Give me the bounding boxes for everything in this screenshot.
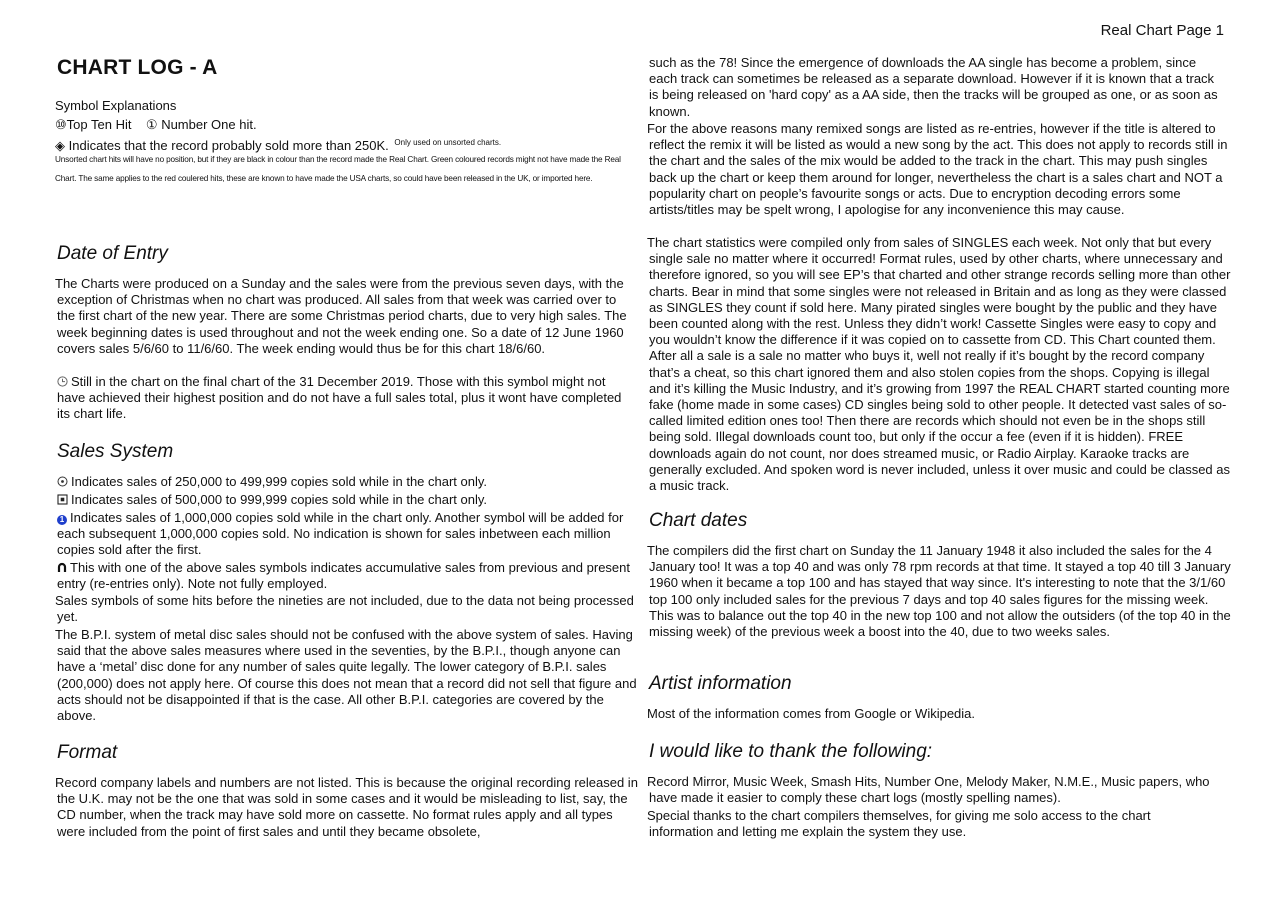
format-paragraph-3: For the above reasons many remixed songs are listed as re-entries, however if the title is altered to reflect the remix it will be listed as would a new song by the act. This does not apply to records still in the chart and the sales of the mix would be added to the track in the chart. This may push singles back up the chart or keep them around for longer, nevertheless the chart is a sales chart and NOT a popularity chart on people’s favourite songs or acts. Due to encryption decoding errors some artists/titles may be spelt wrong, I apologise for any inconvenience this may cause. bbox=[647, 121, 1228, 218]
date-of-entry-title: Date of Entry bbox=[57, 243, 168, 264]
document-title: CHART LOG - A bbox=[57, 56, 218, 79]
symbol-explanations-heading: Symbol Explanations bbox=[55, 98, 177, 113]
chart-dates-title: Chart dates bbox=[649, 510, 748, 531]
date-of-entry-paragraph: The Charts were produced on a Sunday and the sales were from the previous seven days, with the exception of Christmas when no chart was produced. All sales from that week was carried over to the first chart of the new year. There are some Christmas period charts, due to very high sales. The week beginning dates is used throughout and not the week ending one. So a date of 12 June 1960 covers sales 5/6/60 to 11/6/60. The week ending would thus be for this chart 18/6/60. bbox=[55, 276, 627, 356]
page-header: Real Chart Page 1 bbox=[1100, 22, 1224, 39]
nineties-paragraph: Sales symbols of some hits before the nineties are not included, due to the data not being processed yet. bbox=[55, 593, 634, 625]
sales-million-paragraph bbox=[57, 510, 635, 559]
still-in-chart-text: Still in the chart on the final chart of the 31 December 2019. Those with this symbol might not have achieved their highest position and do not have a full sales total, plus it wont have completed its chart life. bbox=[57, 374, 622, 422]
chart-dates-paragraph: The compilers did the first chart on Sunday the 11 January 1948 it also included the sales for the 4 January too! It was a top 40 and was only 78 rpm records at that time. It stayed a top 40 till 3 January 1960 when it became a top 100 and has stayed that way since. It's interesting to note that the 3/1/60 top 100 only included sales for the previous 7 days and top 40 sales figures for the missing week. This was to balance out the top 40 in the new top 100 and not allow the outsiders (of the top 40 in the missing week) of the previous week a boost into the 40, due to two weeks sales. bbox=[647, 543, 1231, 640]
accumulative-text: This with one of the above sales symbols indicates accumulative sales from previous and present entry (re-entries only). Note not fully employed. bbox=[57, 560, 631, 592]
thanks-paragraph-2: Special thanks to the chart compilers themselves, for giving me solo access to the chart information and letting me explain the system they use. bbox=[647, 808, 1151, 840]
sales-500k-text: Indicates sales of 500,000 to 999,999 copies sold while in the chart only. bbox=[71, 492, 488, 507]
unsorted-only-note: Only used on unsorted charts. bbox=[394, 138, 502, 147]
thanks-title: I would like to thank the following: bbox=[649, 741, 933, 762]
format-paragraph-1: Record company labels and numbers are not listed. This is because the original recording released in the U.K. may not be the one that was sold in some cases and it would be misleading to list, say, the CD number, when the track may have sold more on cassette. No format rules apply and all types were included from the point of first sales and until they became obsolete, bbox=[55, 775, 638, 839]
re-entry-icon bbox=[57, 562, 67, 573]
format-paragraph-4: The chart statistics were compiled only from sales of SINGLES each week. Not only that but every single sale no matter where it occurred! Format rules, used by other charts, where unnecessary and therefore ignored, so you will see EP’s that charted and other strange records selling more than other charts. Bear in mind that some singles were not released in Britain and as long as they were classed as SINGLES they count if sold here. Many pirated singles were bought by the public and they have been counted along with the rest. Unless they didn’t work! Cassette Singles were easy to copy and you wouldn’t know the difference if it was copied on to cassette from CD. This Chart counted them. After all a sale is a sale no matter who buys it, well not really if it’s bought by the record company that’s a cheat, so this chart ignored them and also stolen copies from the shops. Copying is illegal and it’s killing the Music Industry, and it’s growing from 1997 the REAL CHART started counting more fake (home made in some cases) CD singles being sold to other people. It detected vast sales of so-called limited edition ones too! Then there are records which should not even be in the shops still being sold. Illegal downloads count too, but only if the occur a fee (even if it is hidden). FREE downloads again do not count, nor does streamed music, or Radio Airplay. Karaoke tracks are generally excluded. And spoken word is never included, unless it over music and could be classed as a music track. bbox=[647, 235, 1231, 494]
over-250k-label: Indicates that the record probably sold more than 250K. bbox=[68, 138, 389, 153]
sales-system-title: Sales System bbox=[57, 441, 174, 462]
number-one-icon: ① bbox=[145, 117, 158, 132]
format-title: Format bbox=[57, 742, 118, 763]
sales-500k-line bbox=[57, 492, 635, 508]
diamond-icon: ◈ bbox=[55, 138, 65, 153]
million-icon: 1 bbox=[57, 515, 67, 525]
artist-info-paragraph: Most of the information comes from Google or Wikipedia. bbox=[647, 706, 976, 721]
top-ten-icon: ⑩ bbox=[55, 117, 67, 132]
top-ten-label: Top Ten Hit bbox=[66, 117, 132, 132]
dot-circle-icon bbox=[57, 476, 68, 487]
accumulative-paragraph bbox=[57, 560, 635, 592]
chart-symbols-line bbox=[55, 117, 257, 133]
sales-250k-line bbox=[57, 474, 635, 490]
number-one-label: Number One hit. bbox=[161, 117, 257, 132]
format-paragraph-2: such as the 78! Since the emergence of downloads the AA single has become a problem, since each track can sometimes be released as a separate download. However if it is known that a track is being released on 'hard copy' as a AA side, then the tracks will be grouped as one, or as soon as known. bbox=[649, 55, 1218, 119]
still-in-chart-paragraph bbox=[57, 374, 635, 423]
thanks-paragraph-1: Record Mirror, Music Week, Smash Hits, Number One, Melody Maker, N.M.E., Music papers, who have made it easier to comply these chart logs (mostly spelling names). bbox=[647, 774, 1210, 806]
sales-250k-text: Indicates sales of 250,000 to 499,999 copies sold while in the chart only. bbox=[71, 474, 488, 489]
clock-icon bbox=[57, 376, 68, 387]
dot-square-icon bbox=[57, 494, 68, 505]
bpi-paragraph: The B.P.I. system of metal disc sales should not be confused with the above system of sales. Having said that the above sales measures where used in the seventies, by the B.P.I., though anyone can have a ‘metal’ disc done for any number of sales quite legally. The lower category of B.P.I. sales (200,000) does not apply here. Of course this does not mean that a record did not sell that figure and acts should not be disappointed if that is the case. All other B.P.I. categories are covered by the above. bbox=[55, 627, 637, 724]
artist-info-title: Artist information bbox=[649, 673, 792, 694]
sales-million-text: Indicates sales of 1,000,000 copies sold while in the chart only. Another symbol will be added for each subsequent 1,000,000 copies sold. No indication is shown for sales inbetween each million copies sold after the first. bbox=[57, 510, 624, 558]
unsorted-note: Unsorted chart hits will have no position, but if they are black in colour than the record made the Real Chart. Green coloured records might not have made the Real Chart. The same applies to the red coulered hits, these are known to have made the USA charts, so could have been released in the UK, or imported here. bbox=[55, 155, 621, 183]
